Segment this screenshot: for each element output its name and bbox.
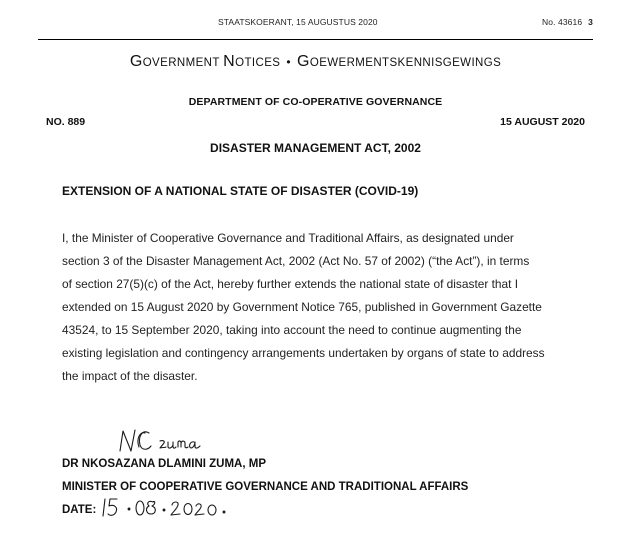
gazette-running-title: STAATSKOERANT, 15 AUGUSTUS 2020 (218, 17, 378, 27)
body-text-line: I, the Minister of Cooperative Governance and Traditional Affairs, as designated under (62, 231, 514, 245)
act-title: DISASTER MANAGEMENT ACT, 2002 (210, 141, 421, 155)
section-heading-initial-1: G (129, 53, 143, 70)
body-text-line: extended on 15 August 2020 by Government Notice 765, published in Government Gazette (62, 300, 542, 314)
date-label: DATE: (62, 504, 97, 516)
notice-number: NO. 889 (46, 116, 86, 128)
department-heading: DEPARTMENT OF CO-OPERATIVE GOVERNANCE (188, 96, 443, 108)
gazette-number: No. 43616 (542, 17, 583, 27)
signatory-name: DR NKOSAZANA DLAMINI ZUMA, MP (62, 458, 267, 470)
body-text-line: 43524, to 15 September 2020, taking into account the need to continue augmenting the (62, 323, 522, 337)
section-heading-initial-2: N (223, 53, 236, 70)
gazette-issue-number (542, 17, 593, 27)
section-heading-word-1: OVERNMENT (142, 57, 224, 69)
section-heading-word-3: OEWERMENTSKENNISGEWINGS (309, 57, 502, 69)
body-text-line: of section 27(5)(c) of the Act, hereby further extends the national state of disaster that I (62, 277, 519, 291)
notice-subtitle: EXTENSION OF A NATIONAL STATE OF DISASTER (COVID-19) (62, 184, 419, 198)
notice-date: 15 AUGUST 2020 (500, 116, 585, 128)
section-heading (0, 53, 631, 71)
body-text-line: section 3 of the Disaster Management Act, 2002 (Act No. 57 of 2002) (“the Act”), in terms (62, 254, 530, 268)
section-heading-initial-3: G (297, 53, 310, 70)
signatory-title: MINISTER OF COOPERATIVE GOVERNANCE AND TRADITIONAL AFFAIRS (62, 481, 469, 493)
header-rule (38, 39, 593, 40)
body-text-line: existing legislation and contingency arrangements undertaken by organs of state to address (62, 346, 545, 360)
handwritten-signature (114, 421, 224, 455)
handwritten-date (100, 494, 250, 520)
page-number: 3 (588, 17, 593, 27)
section-heading-word-2: OTICES (235, 57, 281, 69)
bullet-separator: • (286, 55, 291, 69)
body-text-line: the impact of the disaster. (62, 369, 198, 383)
